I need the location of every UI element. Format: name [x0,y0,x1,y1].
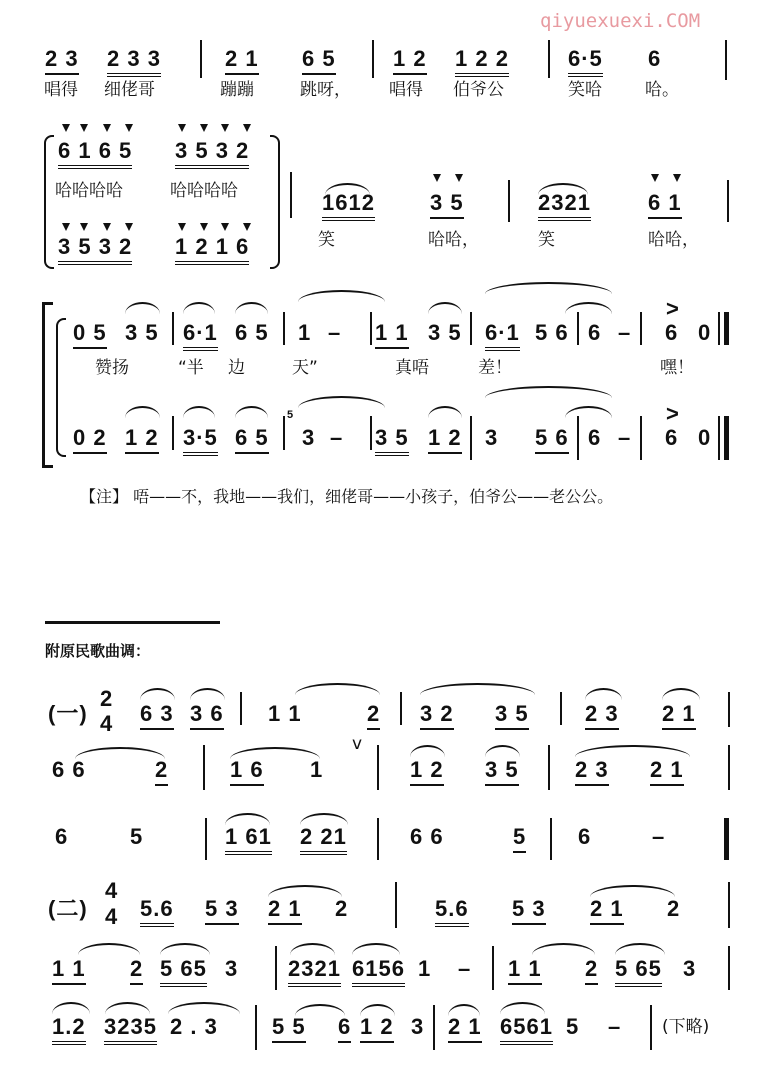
slur-mark [183,406,215,418]
slur-mark [295,683,380,695]
staccato-mark-icon [125,223,133,231]
watermark: qiyuexuexi.COM [540,10,701,32]
note-group: 1.2 [52,1016,86,1045]
slur-mark [532,943,595,955]
lyric-text: 差！ [478,358,512,378]
staccato-mark-icon [200,124,208,132]
barline [640,416,642,460]
slur-mark [235,302,268,314]
slur-mark [75,747,165,759]
slur-mark [500,1002,545,1014]
note-group: 1 2 [428,427,462,454]
slur-mark [298,290,385,302]
note-group: 3 5 [428,320,462,345]
lyric-text: 哈哈哈哈 [170,181,238,201]
barline [370,312,372,345]
staccato-mark-icon [221,124,229,132]
note-group: 3 6 [190,703,224,730]
note-group: 2321 [538,192,591,221]
slur-mark [565,302,612,314]
slur-mark [190,688,225,700]
slur-mark [590,885,675,897]
note-group: 2 1 [225,48,259,75]
note-group: 2 1 [650,759,684,786]
staccato-mark-icon [80,124,88,132]
note-group: 0 2 [73,427,107,454]
note-group: 5 [566,1014,580,1039]
note-group: 5 6 [535,320,569,345]
barline [725,40,727,80]
note-group: – [330,425,344,450]
note-group: 6 6 [410,824,444,849]
slur-mark [538,183,588,195]
staccato-mark-icon [243,124,251,132]
lyric-text: 唱得 [44,80,78,100]
barline [560,692,562,725]
note-group: 2 3 [575,759,609,786]
note-group: 2 [155,759,168,786]
barline [283,312,285,345]
staccato-mark-icon [455,174,463,182]
barline [728,946,730,990]
note-group: – [608,1014,622,1039]
barline [508,180,510,222]
note-group: 3 5 3 2 [175,140,249,169]
note-group: 2 [367,703,380,730]
note-group: 6·1 [183,322,218,351]
barline [492,946,494,990]
slur-mark [485,282,612,294]
barline [577,416,579,460]
note-group: 6 [338,1016,351,1043]
note-group: 6 [588,320,602,345]
lyric-text: 笑 [318,230,335,250]
barline [728,882,730,928]
lyric-text: v [352,734,363,754]
lyric-text: 细佬哥 [104,80,155,100]
note-group: 3 [411,1014,425,1039]
slur-mark [52,1002,90,1014]
note-group: 2 [335,896,349,921]
staccato-mark-icon [125,124,133,132]
note-group: 4 [100,711,114,736]
note-group: 2 1 [662,703,696,730]
appendix-title: 附原民歌曲调： [45,642,151,660]
note-group: 5 65 [615,958,662,987]
staccato-mark-icon [178,223,186,231]
note-group: 6156 [352,958,405,987]
note-group: 6 [665,320,679,345]
note-group: 6 1 [648,192,682,219]
note-group: 2321 [288,958,341,987]
barline [650,1005,652,1050]
note-group: 3 [485,425,499,450]
note-group: 6 3 [140,703,174,730]
barline [548,745,550,790]
note-group: 5.6 [435,898,469,927]
barline [727,180,729,222]
barline [283,416,285,450]
note-group: 5 6 [535,427,569,454]
note-group: 3 5 [430,192,464,219]
barline [172,312,174,345]
barline [470,312,472,345]
slur-mark [352,943,400,955]
note-group: – [652,824,666,849]
barline [548,40,550,78]
lyric-text: 笑 [538,230,555,250]
slur-mark [140,688,175,700]
note-group: 6561 [500,1016,553,1045]
barline [718,312,720,345]
slur-mark [160,943,210,955]
barline [728,692,730,727]
slur-mark [565,406,612,418]
note-group: 0 [698,425,712,450]
note-group: 2 3 [45,48,79,75]
slur-mark [575,745,690,757]
note-group: 6 1 6 5 [58,140,132,169]
note-group: 6 [578,824,592,849]
note-group: 3 5 [495,703,529,730]
lyric-text: 跳呀， [300,80,351,100]
barline [172,416,174,450]
lyric-text: 赞扬 [95,358,129,378]
note-group: 6 [648,46,662,71]
slur-mark [295,1004,345,1016]
lyric-text: 唱得 [389,80,423,100]
barline [200,40,202,78]
note-group: 1 61 [225,826,272,855]
note-group: 3 5 [375,427,409,456]
note-group: 2 1 [590,898,624,925]
note-group: 1 2 1 6 [175,236,249,265]
slur-mark [268,885,342,897]
grace-note: 5 [287,409,294,421]
lyric-text: 哈哈， [428,230,479,250]
lyric-text: 真唔 [395,358,429,378]
note-group: 5.6 [140,898,174,927]
note-group: 1 6 [230,759,264,786]
barline [395,882,397,928]
slur-mark [298,396,385,408]
slur-mark [448,1004,480,1016]
barline [400,692,402,725]
note-group: > [666,401,680,426]
note-group: 1 2 [360,1016,394,1043]
note-group: 3·5 [183,427,218,456]
note-group: 1 [298,320,312,345]
note-group: 6·1 [485,322,520,351]
note-group: 6 5 [302,48,336,75]
barline [275,946,277,990]
note-group: – [618,320,632,345]
note-group: 1612 [322,192,375,221]
note-group: 1 [310,757,324,782]
slur-mark [230,747,320,759]
note-group: 5 65 [160,958,207,987]
annotation-note: 【注】 唔——不，我地——我们，细佬哥——小孩子，伯爷公——老公公。 [80,487,614,506]
slur-mark [125,406,160,418]
note-group: 2 . 3 [170,1014,218,1039]
slur-mark [662,688,700,700]
note-group: 3 5 [125,320,159,345]
note-group: 6 [588,425,602,450]
note-group: 1 2 2 [455,48,509,77]
note-group: 3 2 [420,703,454,730]
note-group: 2 [585,958,598,985]
note-group: 6 5 [235,320,269,345]
lyric-text: 天” [292,358,318,378]
barline [203,745,205,790]
slur-mark [420,683,535,695]
note-group: 1 2 [410,759,444,786]
staccato-mark-icon [80,223,88,231]
slur-mark [183,302,215,314]
note-group: 4 [105,878,119,903]
staccato-mark-icon [103,223,111,231]
note-group: 5 3 [512,898,546,925]
lyric-text: 哈哈， [648,230,699,250]
note-group: 1 1 [268,701,302,726]
note-group: 6·5 [568,48,603,77]
note-group: 1 2 [125,427,159,454]
slur-mark [428,302,462,314]
lyric-text: 嘿！ [660,358,694,378]
staccato-mark-icon [243,223,251,231]
note-group: 2 1 [448,1016,482,1043]
final-barline [724,818,729,860]
note-group: 1 [418,956,432,981]
slur-mark [168,1002,240,1014]
note-group: 5 5 [272,1016,306,1043]
note-group: 3 [683,956,697,981]
note-group: 2 21 [300,826,347,855]
note-group: > [666,296,680,321]
slur-mark [615,943,665,955]
staccato-mark-icon [103,124,111,132]
note-group: 4 [105,904,119,929]
note-group: 1 2 [393,48,427,75]
lyric-text: 哈哈哈哈 [55,181,123,201]
brace-icon [44,135,54,269]
note-group: 6 [665,425,679,450]
staccato-mark-icon [433,174,441,182]
brace-icon [56,318,66,457]
note-group: 2 [130,958,143,985]
note-group: 6 6 [52,757,86,782]
note-group: (二) [48,896,88,921]
note-group: 5 [513,826,526,853]
barline [290,172,292,218]
note-group: 1 1 [52,958,86,985]
staccato-mark-icon [200,223,208,231]
staccato-mark-icon [221,223,229,231]
lyric-text: 笑哈 [568,80,602,100]
note-group: 1 1 [508,958,542,985]
brace-icon [270,135,280,269]
note-group: 2 [100,686,114,711]
note-group: 3235 [104,1016,157,1045]
lyric-text: 哈。 [645,80,679,100]
note-group: 5 3 [205,898,239,925]
divider-rule [45,621,220,624]
slur-mark [300,813,348,825]
staccato-mark-icon [651,174,659,182]
slur-mark [78,943,140,955]
note-group: – [328,320,342,345]
note-group: 6 [55,824,69,849]
note-group: 2 3 [585,703,619,730]
barline [640,312,642,345]
barline [205,818,207,860]
barline [372,40,374,78]
final-barline [724,312,729,345]
lyric-text: (下略) [662,1017,710,1037]
staccato-mark-icon [62,223,70,231]
barline [577,312,579,345]
staccato-mark-icon [178,124,186,132]
barline [433,1005,435,1050]
note-group: 2 3 3 [107,48,161,77]
note-group: 0 5 [73,322,107,349]
lyric-text: 伯爷公 [453,80,504,100]
note-group: – [458,956,472,981]
slur-mark [585,688,622,700]
slur-mark [428,406,462,418]
note-group: 5 [130,824,144,849]
slur-mark [360,1004,395,1016]
slur-mark [325,183,370,195]
note-group: 1 1 [375,322,409,349]
slur-mark [125,302,160,314]
final-barline [724,416,729,460]
note-group: 0 [698,320,712,345]
note-group: 2 [667,896,681,921]
lyric-text: 边 [228,358,245,378]
barline [550,818,552,860]
slur-mark [485,745,520,757]
barline [718,416,720,460]
barline [255,1005,257,1050]
barline [240,692,242,725]
note-group: 2 1 [268,898,302,925]
lyric-text: 蹦蹦 [220,80,254,100]
slur-mark [235,406,268,418]
lyric-text: “半 [178,358,204,378]
note-group: 3 5 3 2 [58,236,132,265]
slur-mark [290,943,335,955]
note-group: 3 5 [485,759,519,786]
system-bracket [42,302,53,468]
note-group: 6 5 [235,427,269,454]
barline [370,416,372,450]
note-group: 3 [225,956,239,981]
barline [377,818,379,860]
note-group: (一) [48,701,88,726]
barline [377,745,379,790]
note-group: 3 [302,425,316,450]
staccato-mark-icon [673,174,681,182]
slur-mark [105,1002,150,1014]
slur-mark [485,386,612,398]
slur-mark [410,745,445,757]
slur-mark [225,813,270,825]
barline [728,745,730,790]
note-group: – [618,425,632,450]
barline [470,416,472,460]
staccato-mark-icon [62,124,70,132]
